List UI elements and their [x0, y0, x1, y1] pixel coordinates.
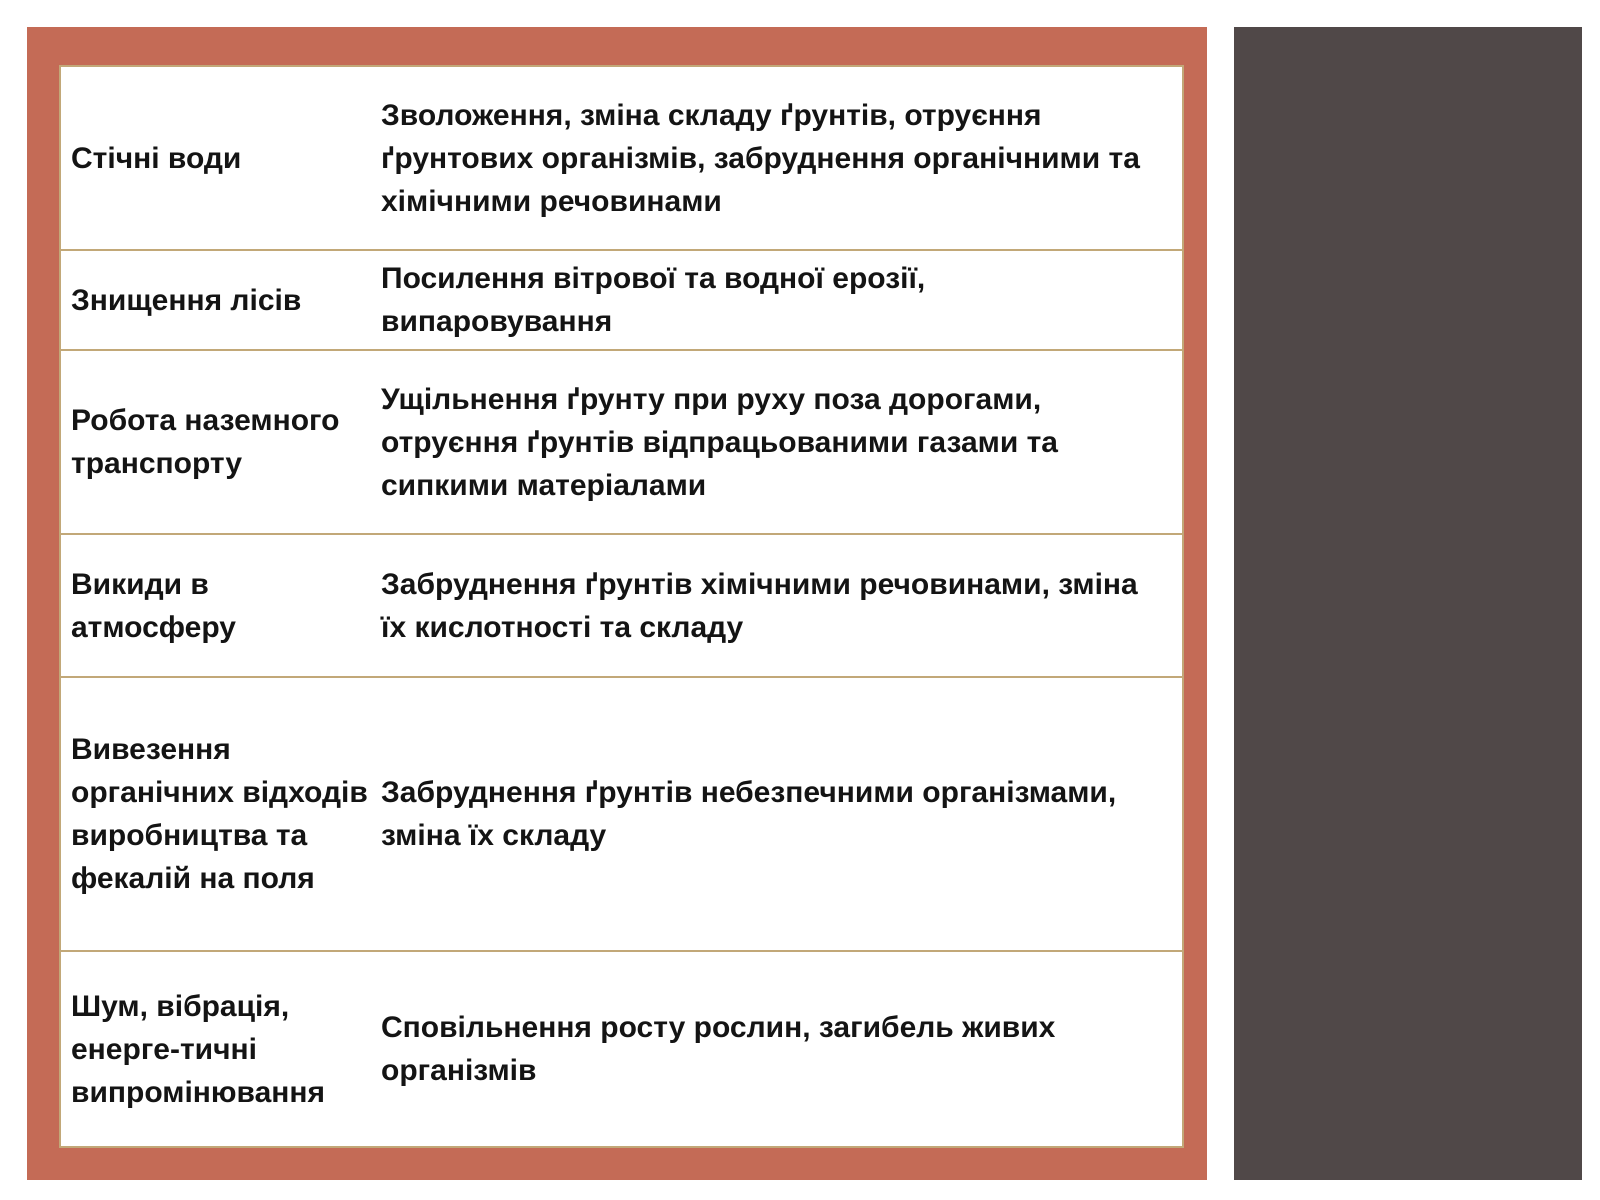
table-row: [61, 678, 1182, 952]
table-row: [61, 67, 1182, 251]
factor-cell: Шум, вібрація, енерге-тичні випромінювання: [71, 989, 326, 1109]
factor-cell: Викиди в атмосферу: [71, 567, 236, 644]
table-row: [61, 351, 1182, 535]
effect-cell: Посилення вітрової та водної ерозії, випаровування: [381, 262, 926, 338]
effect-cell: Сповільнення росту рослин, загибель живих організмів: [381, 1011, 1056, 1087]
table-row: [61, 251, 1182, 351]
effect-cell: Ущільнення ґрунту при руху поза дорогами, отруєння ґрунтів відпрацьованими газами та сипкими матеріалами: [381, 382, 1058, 502]
right-dark-panel: [1234, 27, 1582, 1180]
factor-cell: Стічні води: [71, 141, 242, 175]
table-row: [61, 952, 1182, 1146]
factor-cell: Знищення лісів: [71, 283, 302, 317]
effect-cell: Забруднення ґрунтів небезпечними організмами, зміна їх складу: [381, 776, 1117, 852]
effect-cell: Забруднення ґрунтів хімічними речовинами, зміна їх кислотності та складу: [381, 567, 1138, 644]
factor-cell: Робота наземного транспорту: [71, 404, 340, 480]
impact-table: [59, 65, 1184, 1148]
effect-cell: Зволоження, зміна складу ґрунтів, отруєння ґрунтових організмів, забруднення органічними та хімічними речовинами: [381, 98, 1140, 218]
table-row: [61, 535, 1182, 678]
factor-cell: Вивезення органічних відходів виробництва та фекалій на поля: [71, 733, 368, 895]
